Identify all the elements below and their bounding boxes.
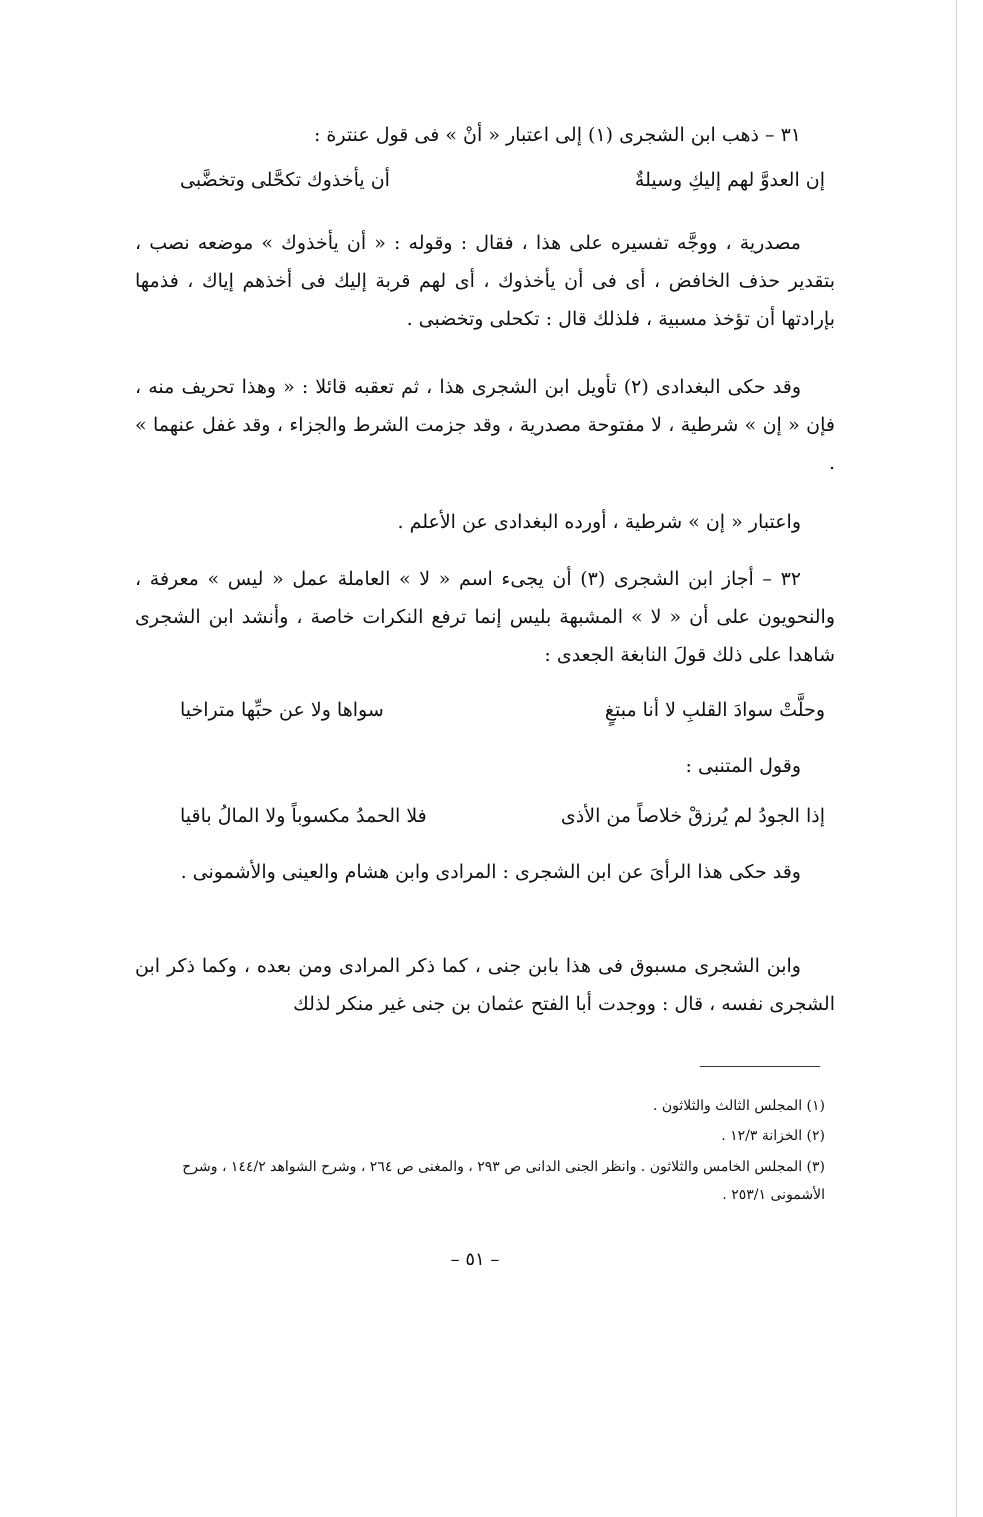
- verse-nabigha: [180, 690, 825, 730]
- verse-antara-first-hemistich: إن العدوَّ لهم إليكِ وسيلةٌ: [634, 169, 825, 191]
- paragraph-31-alam: واعتبار « إن » شرطية ، أورده البغدادى عن الأعلم .: [397, 511, 801, 533]
- paragraph-32-ibn-jinni: وابن الشجرى مسبوق فى هذا بابن جنى ، كما ذكر المرادى ومن بعده ، وكما ذكر ابن الشجرى نفسه ، قال : ووجدت أبا الفتح عثمان بن جنى غير منكر لذلك: [135, 955, 835, 1015]
- footnote-1: (١) المجلس الثالث والثلاثون .: [652, 1098, 825, 1114]
- mutanabbi-label: وقول المتنبى :: [685, 755, 801, 777]
- footnote-separator: [700, 1066, 820, 1067]
- verse-nabigha-second-hemistich: سواها ولا عن حبِّها متراخيا: [180, 699, 384, 721]
- paragraph-31-baghdadi: وقد حكى البغدادى (٢) تأويل ابن الشجرى هذا ، ثم تعقبه قائلا : « وهذا تحريف منه ، فإن « إن » شرطية ، لا مفتوحة مصدرية ، وقد جزمت الشرط والجزاء ، وقد غفل عنهما » .: [135, 376, 835, 474]
- paragraph-31-explanation: مصدرية ، ووجَّه تفسيره على هذا ، فقال : وقوله : « أن يأخذوك » موضعه نصب ، بتقدير حذف الخافض ، أى فى أن يأخذوك ، أى لهم قربة إليك فى أخذهم إياك ، فذمها بإرادتها أن تؤخذ مسبية ، فلذلك قال : تكحلى وتخضبى .: [135, 232, 835, 330]
- footnote-2: (٢) الخزانة ١٢/٣ .: [721, 1128, 825, 1144]
- paragraph-31-intro: ٣١ – ذهب ابن الشجرى (١) إلى اعتبار « أنْ » فى قول عنترة :: [313, 124, 801, 146]
- scan-edge-line: [956, 0, 957, 1517]
- footnote-3: (٣) المجلس الخامس والثلاثون . وانظر الجنى الدانى ص ٢٩٣ ، والمغنى ص ٢٦٤ ، وشرح الشواهد ١٤٤/٢ ، وشرح الأشمونى ٢٥٣/١ .: [182, 1159, 825, 1203]
- paragraph-32-intro: ٣٢ – أجاز ابن الشجرى (٣) أن يجىء اسم « لا » العاملة عمل « ليس » معرفة ، والنحويون على أن « لا » المشبهة بليس إنما ترفع النكرات خاصة ، وأنشد ابن الشجرى شاهدا على ذلك قولَ النابغة الجعدى :: [135, 568, 835, 666]
- verse-antara: [180, 160, 825, 200]
- verse-antara-second-hemistich: أن يأخذوك تكحَّلى وتخضَّبى: [180, 169, 390, 191]
- verse-mutanabbi-second-hemistich: فلا الحمدُ مكسوباً ولا المالُ باقيا: [180, 805, 427, 827]
- paragraph-32-followers: وقد حكى هذا الرأىَ عن ابن الشجرى : المرادى وابن هشام والعينى والأشمونى .: [180, 861, 801, 883]
- verse-mutanabbi: [180, 796, 825, 836]
- verse-mutanabbi-first-hemistich: إذا الجودُ لم يُرزقْ خلاصاً من الأذى: [560, 805, 825, 827]
- verse-nabigha-first-hemistich: وحلَّتْ سوادَ القلبِ لا أنا مبتغٍ: [604, 699, 825, 721]
- page-number: – ٥١ –: [450, 1249, 500, 1270]
